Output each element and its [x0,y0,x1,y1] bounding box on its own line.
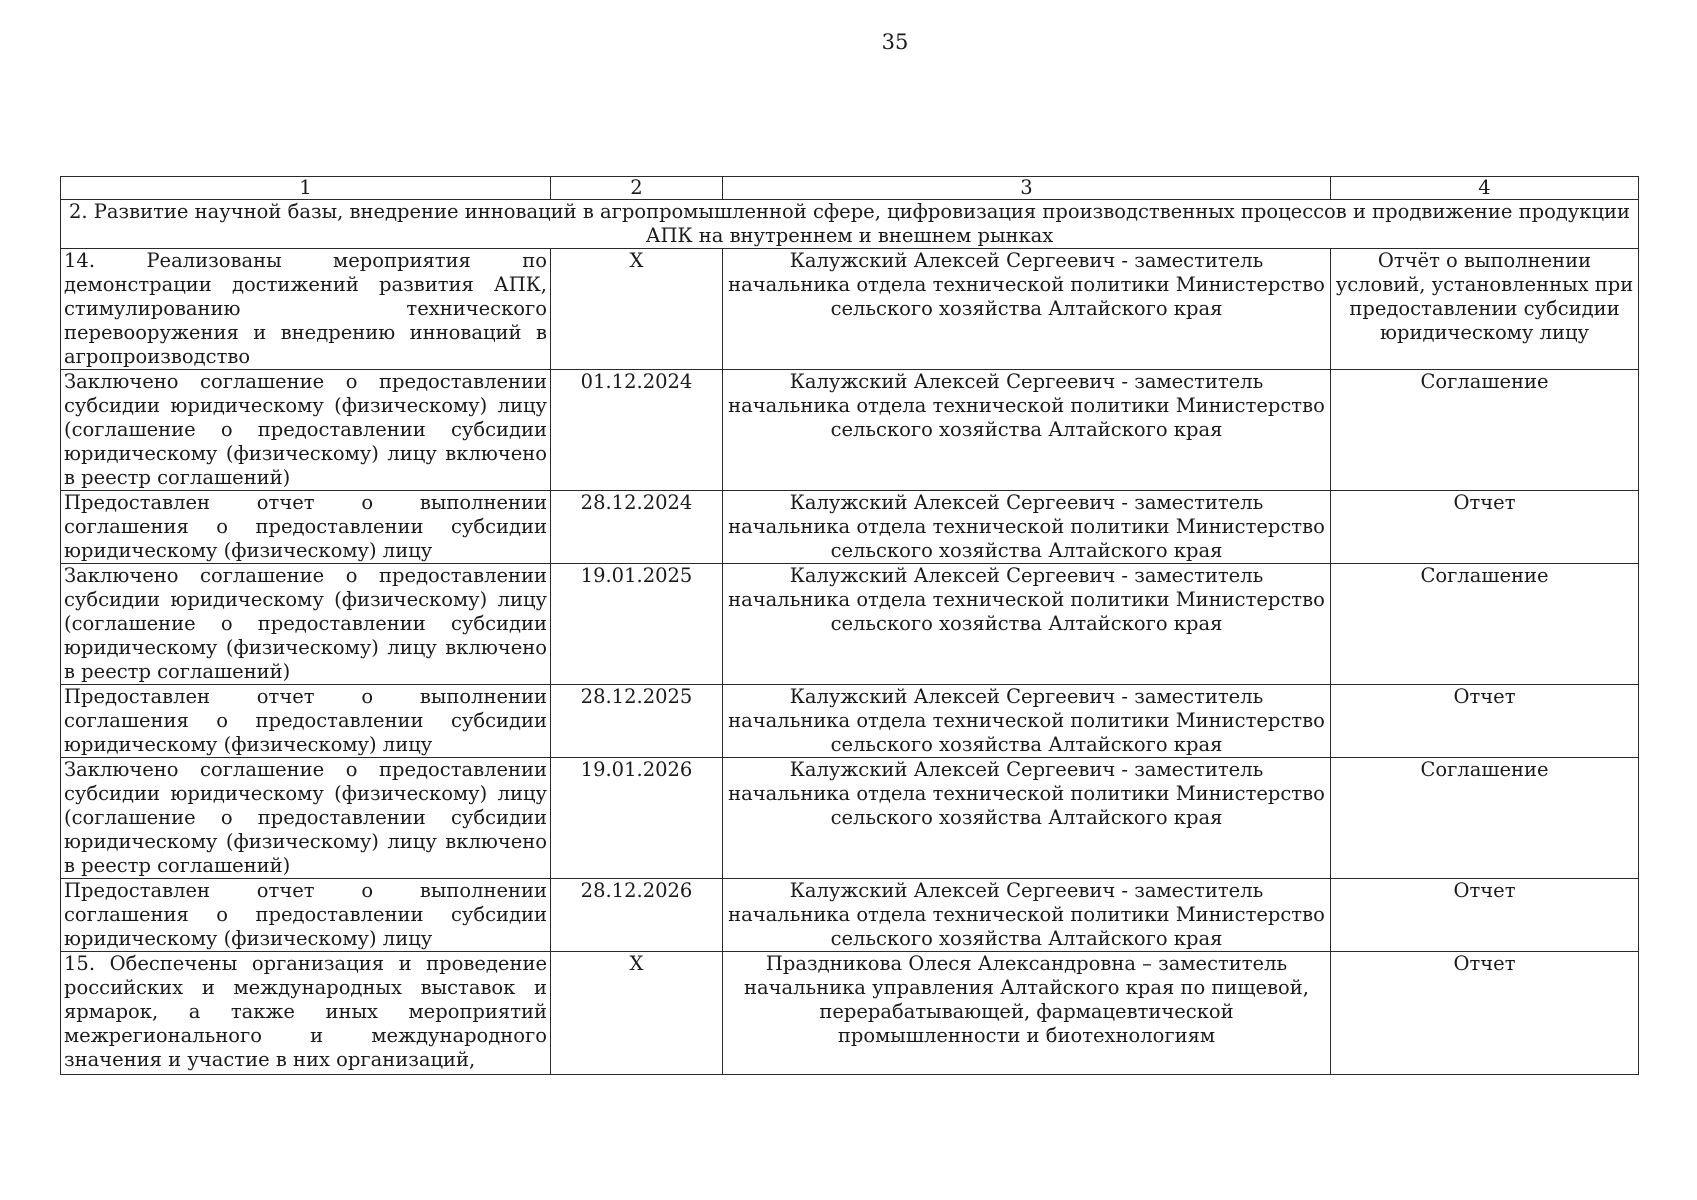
responsible-cell: Калужский Алексей Сергеевич - заместитель начальника отдела технической политики Министерство сельского хозяйства Алтайского края [723,249,1331,370]
date-cell: 19.01.2026 [551,758,723,879]
column-number-4: 4 [1331,177,1639,200]
event-cell: Заключено соглашение о предоставлении субсидии юридическому (физическому) лицу (соглашение о предоставлении субсидии юридическому (физическому) лицу включено в реестр соглашений) [61,564,551,685]
document-cell: Соглашение [1331,758,1639,879]
event-cell: Предоставлен отчет о выполнении соглашения о предоставлении субсидии юридическому (физическому) лицу [61,685,551,758]
table-row [61,685,1639,758]
responsible-cell: Калужский Алексей Сергеевич - заместитель начальника отдела технической политики Министерство сельского хозяйства Алтайского края [723,491,1331,564]
date-cell: 28.12.2024 [551,491,723,564]
date-cell: 01.12.2024 [551,370,723,491]
column-number-3: 3 [723,177,1331,200]
document-cell: Отчет [1331,879,1639,952]
section-title: 2. Развитие научной базы, внедрение инноваций в агропромышленной сфере, цифровизация производственных процессов и продвижение продукции АПК на внутреннем и внешнем рынках [61,200,1639,249]
event-cell: Предоставлен отчет о выполнении соглашения о предоставлении субсидии юридическому (физическому) лицу [61,491,551,564]
document-cell: Соглашение [1331,564,1639,685]
document-cell: Отчет [1331,491,1639,564]
table-row [61,952,1639,1075]
responsible-cell: Калужский Алексей Сергеевич - заместитель начальника отдела технической политики Министерство сельского хозяйства Алтайского края [723,370,1331,491]
table-row [61,491,1639,564]
date-cell: Х [551,249,723,370]
table-row [61,564,1639,685]
event-cell: Заключено соглашение о предоставлении субсидии юридическому (физическому) лицу (соглашение о предоставлении субсидии юридическому (физическому) лицу включено в реестр соглашений) [61,758,551,879]
date-cell: 28.12.2026 [551,879,723,952]
document-cell: Отчет [1331,952,1639,1075]
responsible-cell: Калужский Алексей Сергеевич - заместитель начальника отдела технической политики Министерство сельского хозяйства Алтайского края [723,685,1331,758]
event-cell: 14. Реализованы мероприятия по демонстрации достижений развития АПК, стимулированию технического перевооружения и внедрению инноваций в агропроизводство [61,249,551,370]
table-row [61,370,1639,491]
responsible-cell: Калужский Алексей Сергеевич - заместитель начальника отдела технической политики Министерство сельского хозяйства Алтайского края [723,758,1331,879]
page-number: 35 [881,30,909,54]
responsible-cell: Праздникова Олеся Александровна – заместитель начальника управления Алтайского края по пищевой, перерабатывающей, фармацевтической промышленности и биотехнологиям [723,952,1331,1075]
column-number-row [61,177,1639,200]
column-number-2: 2 [551,177,723,200]
document-cell: Отчёт о выполнении условий, установленных при предоставлении субсидии юридическому лицу [1331,249,1639,370]
table-row [61,879,1639,952]
event-cell: Предоставлен отчет о выполнении соглашения о предоставлении субсидии юридическому (физическому) лицу [61,879,551,952]
event-cell: Заключено соглашение о предоставлении субсидии юридическому (физическому) лицу (соглашение о предоставлении субсидии юридическому (физическому) лицу включено в реестр соглашений) [61,370,551,491]
document-cell: Отчет [1331,685,1639,758]
document-cell: Соглашение [1331,370,1639,491]
date-cell: 19.01.2025 [551,564,723,685]
table-row [61,758,1639,879]
column-number-1: 1 [61,177,551,200]
section-row [61,200,1639,249]
responsible-cell: Калужский Алексей Сергеевич - заместитель начальника отдела технической политики Министерство сельского хозяйства Алтайского края [723,564,1331,685]
date-cell: 28.12.2025 [551,685,723,758]
event-cell: 15. Обеспечены организация и проведение российских и международных выставок и ярмарок, а также иных мероприятий межрегионального и международного значения и участие в них организаций, [61,952,551,1075]
responsible-cell: Калужский Алексей Сергеевич - заместитель начальника отдела технической политики Министерство сельского хозяйства Алтайского края [723,879,1331,952]
table-row [61,249,1639,370]
plan-table [60,176,1639,1075]
date-cell: Х [551,952,723,1075]
